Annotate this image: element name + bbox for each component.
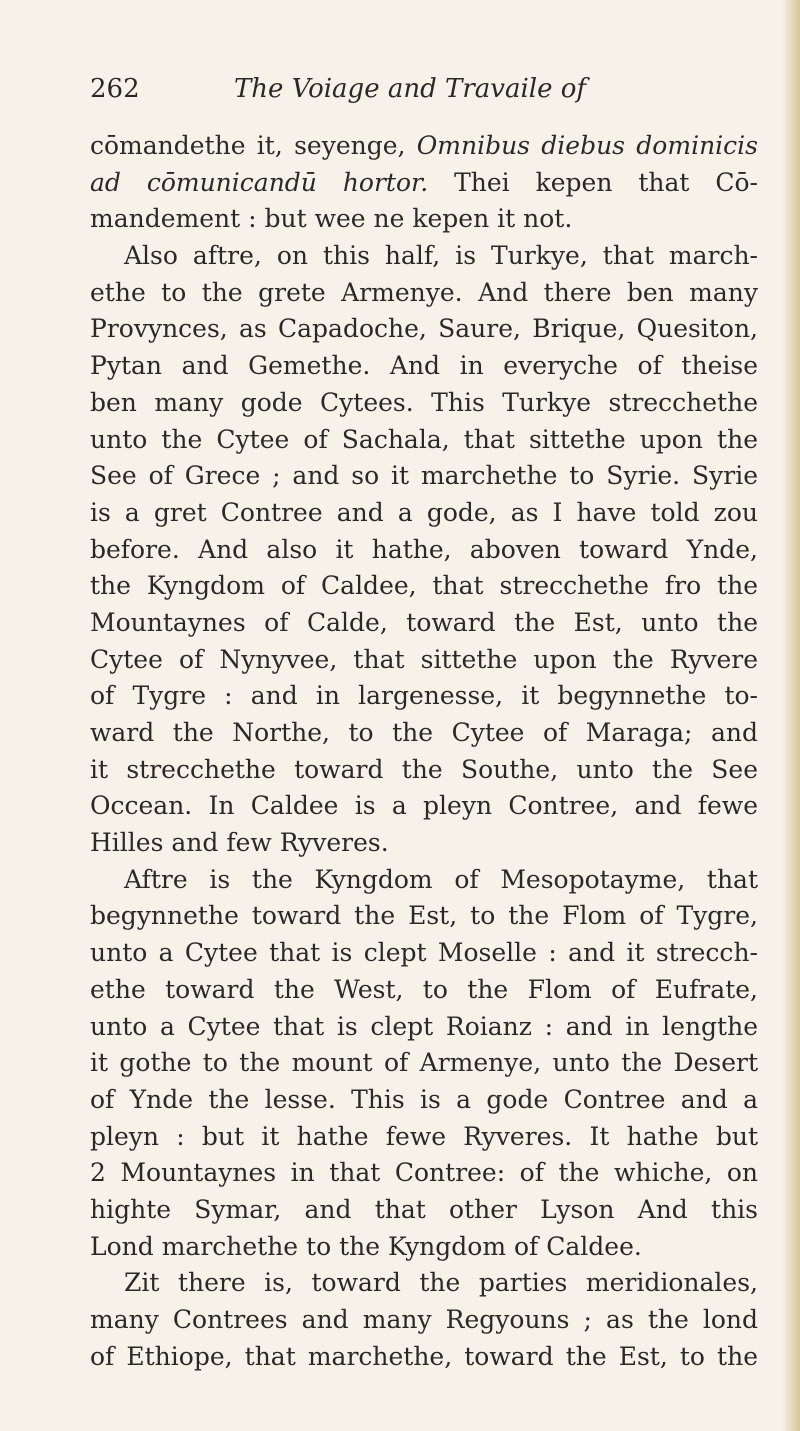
text-line <box>90 1082 758 1119</box>
text-line <box>90 1119 758 1156</box>
body-text <box>90 128 758 1375</box>
text-line <box>90 458 758 495</box>
text-line <box>90 385 758 422</box>
text-fragment: unto a Cytee that is clept Moselle : and it strecch- <box>90 938 758 968</box>
text-line <box>90 752 758 789</box>
text-fragment: Occean. In Caldee is a pleyn Contree, and fewe <box>90 791 758 821</box>
text-fragment: Also aftre, on this half, is Turkye, that march- <box>124 241 758 271</box>
text-fragment: of Ethiope, that marchethe, toward the Est, to the <box>90 1341 758 1371</box>
text-fragment: Lond marchethe to the Kyngdom of Caldee. <box>90 1231 642 1261</box>
text-fragment: cōmandethe it, seyenge, <box>90 131 417 160</box>
text-line <box>90 1302 758 1339</box>
text-line <box>90 495 758 532</box>
text-fragment: Hilles and few Ryveres. <box>90 828 389 858</box>
text-fragment: unto the Cytee of Sachala, that sittethe upon the <box>90 424 758 454</box>
text-line <box>90 935 758 972</box>
text-line <box>90 128 758 165</box>
text-fragment: is a gret Contree and a gode, as I have told zou <box>90 497 758 527</box>
text-fragment: Pytan and Gemethe. And in everyche of theise <box>90 351 758 381</box>
text-line <box>90 1009 758 1046</box>
text-line <box>90 532 758 569</box>
text-line <box>90 788 758 825</box>
text-fragment: mandement : but wee ne kepen it not. <box>90 204 573 234</box>
text-line <box>90 715 758 752</box>
text-line <box>90 642 758 679</box>
text-line <box>90 678 758 715</box>
text-line <box>90 1229 758 1266</box>
text-line <box>90 165 758 202</box>
text-fragment: Zit there is, toward the parties meridionales, <box>124 1268 758 1298</box>
text-fragment: pleyn : but it hathe fewe Ryveres. It hathe but <box>90 1121 758 1151</box>
text-fragment: ben many gode Cytees. This Turkye strecchethe <box>90 387 758 417</box>
text-fragment: of Tygre : and in largenesse, it begynnethe to- <box>90 681 758 711</box>
text-line <box>90 275 758 312</box>
page-number: 262 <box>90 74 140 104</box>
text-fragment: Aftre is the Kyngdom of Mesopotayme, that <box>124 864 758 894</box>
text-fragment: highte Symar, and that other Lyson And this <box>90 1194 758 1224</box>
text-fragment: unto a Cytee that is clept Roianz : and in lengthe <box>90 1011 758 1041</box>
text-line <box>90 568 758 605</box>
running-title: The Voiage and Travaile of <box>233 74 587 104</box>
text-fragment: ethe toward the West, to the Flom of Eufrate, <box>90 974 758 1004</box>
latin-phrase: ad cōmunicandū hortor. <box>90 167 429 197</box>
text-line <box>90 348 758 385</box>
text-line <box>90 898 758 935</box>
text-line <box>90 862 758 899</box>
text-line <box>90 825 758 862</box>
text-line <box>90 1155 758 1192</box>
text-fragment: Cytee of Nynyvee, that sittethe upon the Ryvere <box>90 644 758 674</box>
text-fragment: the Kyngdom of Caldee, that strecchethe fro the <box>90 571 758 601</box>
text-line <box>90 972 758 1009</box>
text-fragment: of Ynde the lesse. This is a gode Contree and a <box>90 1084 758 1114</box>
text-fragment: it strecchethe toward the Southe, unto the See <box>90 754 758 784</box>
text-line <box>90 1192 758 1229</box>
text-fragment: Thei kepen that Cō- <box>428 167 758 197</box>
page-header <box>90 74 730 114</box>
text-line <box>90 201 758 238</box>
text-fragment: begynnethe toward the Est, to the Flom of Tygre, <box>90 901 758 931</box>
text-fragment: ethe to the grete Armenye. And there ben many <box>90 277 758 307</box>
text-fragment: it gothe to the mount of Armenye, unto the Desert <box>90 1048 758 1078</box>
text-line <box>90 238 758 275</box>
text-fragment: ward the Northe, to the Cytee of Maraga; and <box>90 718 758 747</box>
text-line <box>90 605 758 642</box>
latin-phrase: Omnibus diebus dominicis <box>416 131 758 160</box>
text-line <box>90 422 758 459</box>
page-edge <box>782 0 800 1431</box>
text-line <box>90 1045 758 1082</box>
text-fragment: See of Grece ; and so it marchethe to Syrie. Syrie <box>90 461 758 491</box>
text-fragment: 2 Mountaynes in that Contree: of the whiche, on <box>90 1158 758 1188</box>
text-line <box>90 1339 758 1376</box>
text-line <box>90 1265 758 1302</box>
text-fragment: before. And also it hathe, aboven toward Ynde, <box>90 534 758 564</box>
text-fragment: Provynces, as Capadoche, Saure, Brique, Quesiton, <box>90 314 758 344</box>
text-fragment: Mountaynes of Calde, toward the Est, unto the <box>90 607 758 637</box>
text-fragment: many Contrees and many Regyouns ; as the lond <box>90 1305 758 1334</box>
text-line <box>90 311 758 348</box>
